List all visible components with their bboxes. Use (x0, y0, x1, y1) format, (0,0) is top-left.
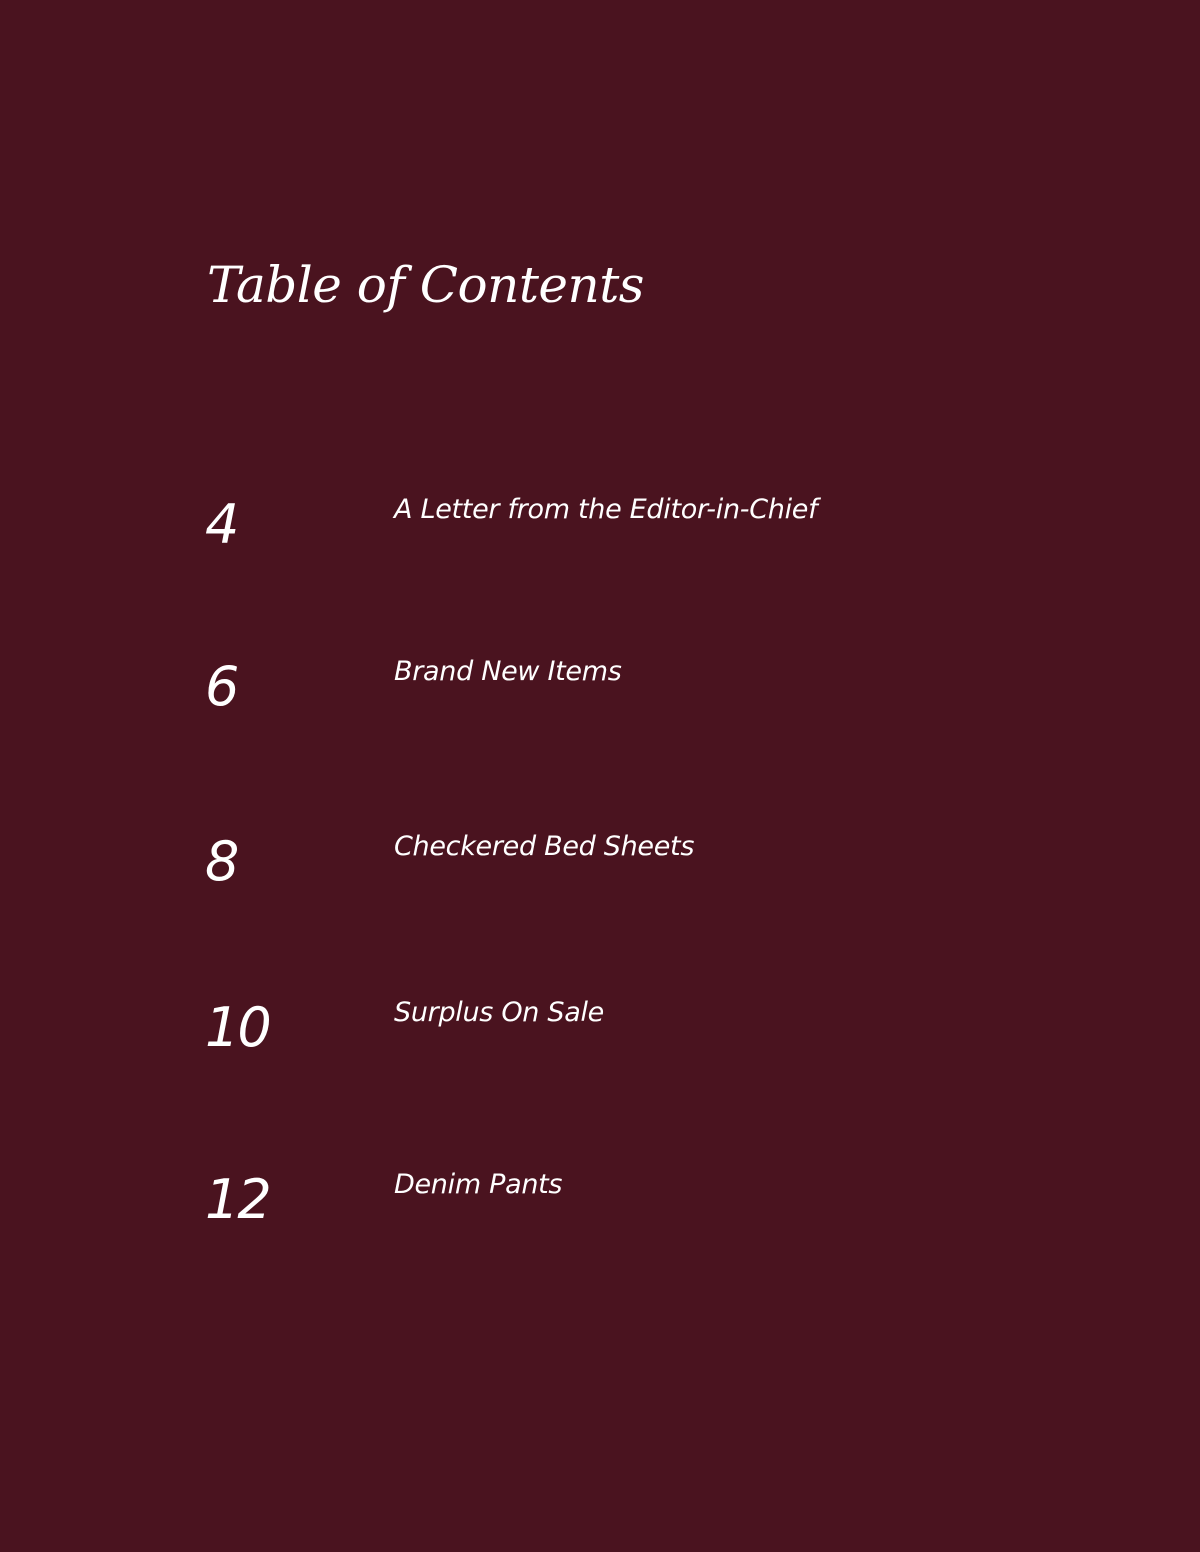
toc-page-number: 4 (205, 493, 238, 556)
toc-entry[interactable] (0, 1168, 1200, 1248)
toc-entry[interactable] (0, 996, 1200, 1076)
toc-entry[interactable] (0, 655, 1200, 735)
toc-entry[interactable] (0, 493, 1200, 573)
toc-page-number: 12 (205, 1168, 270, 1231)
toc-entry-title: Brand New Items (394, 656, 622, 687)
page-title: Table of Contents (207, 256, 644, 314)
toc-page-number: 8 (205, 830, 238, 893)
toc-entry-title: Checkered Bed Sheets (394, 831, 695, 862)
toc-entry-title: A Letter from the Editor-in-Chief (394, 494, 818, 525)
toc-page-number: 6 (205, 655, 238, 718)
toc-entry-title: Denim Pants (394, 1169, 563, 1200)
toc-page-number: 10 (205, 996, 270, 1059)
toc-entry[interactable] (0, 830, 1200, 910)
toc-entry-title: Surplus On Sale (394, 997, 604, 1028)
